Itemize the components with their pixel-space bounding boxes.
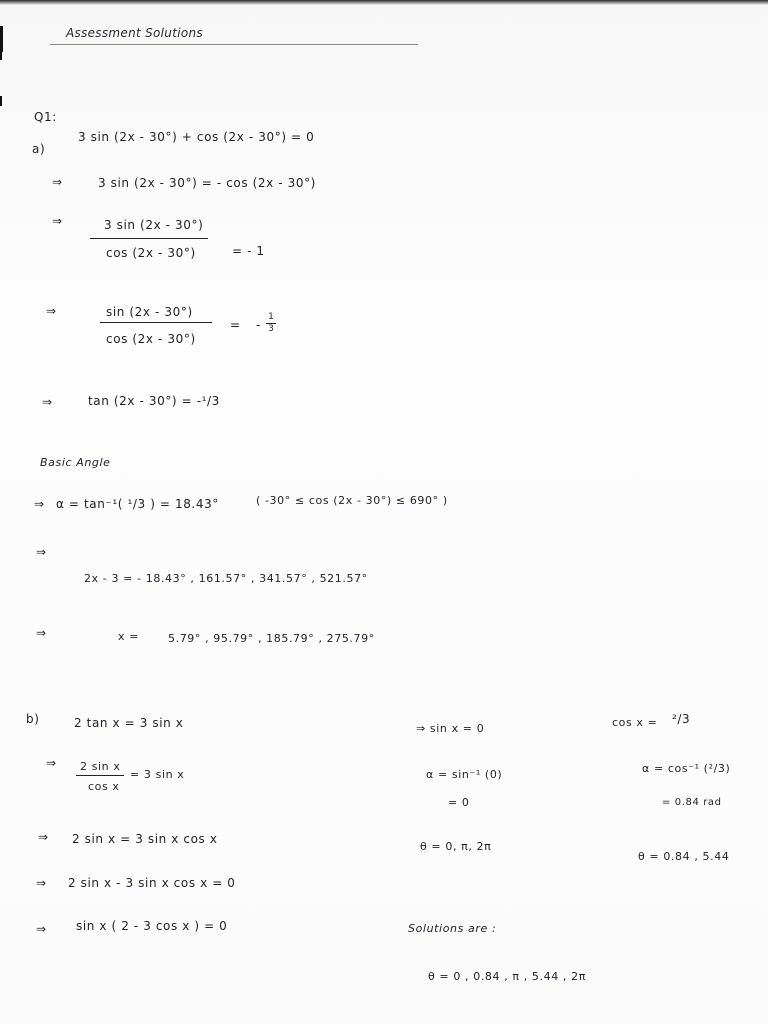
part-b-equation-5: sin x ( 2 - 3 cos x ) = 0 [76,919,228,933]
final-solutions: θ = 0 , 0.84 , π , 5.44 , 2π [428,970,586,983]
implies-arrow: ⇒ [36,876,47,890]
equation-line-1: 3 sin (2x - 30°) + cos (2x - 30°) = 0 [78,130,315,144]
basic-angle-heading: Basic Angle [40,456,111,469]
part-b-fraction-rhs: = 3 sin x [130,768,185,781]
fraction-1-bar [90,238,208,239]
part-b-fraction-numerator: 2 sin x [80,760,121,773]
case-2-alpha-value: = 0.84 rad [662,797,722,808]
fraction-2-equals: = [230,318,241,332]
implies-arrow: ⇒ [34,497,45,511]
angle-range: ( -30° ≤ cos (2x - 30°) ≤ 690° ) [256,494,448,507]
fraction-1-denominator: cos (2x - 30°) [106,246,196,260]
implies-arrow: ⇒ [38,830,49,844]
implies-arrow: ⇒ [42,395,53,409]
implies-arrow: ⇒ [46,304,57,318]
one-third-numerator: 1 [268,312,274,322]
fraction-1-numerator: 3 sin (2x - 30°) [104,218,204,232]
fraction-2-bar [100,322,212,323]
part-b-equation-1: 2 tan x = 3 sin x [74,716,184,730]
fraction-2-numerator: sin (2x - 30°) [106,305,193,319]
scan-left-mark [0,26,3,52]
page-title: Assessment Solutions [66,26,203,40]
case-2-alpha: α = cos⁻¹ (²/3) [642,762,731,775]
one-third-denominator: 3 [268,324,274,334]
part-b-fraction-denominator: cos x [88,780,120,793]
part-a-label: a) [32,142,46,156]
part-b-fraction-bar [76,775,124,776]
implies-arrow: ⇒ [36,545,47,559]
case-1-theta: θ = 0, π, 2π [420,840,492,853]
part-b-equation-4: 2 sin x - 3 sin x cos x = 0 [68,876,236,890]
solutions-2x-line: 2x - 3 = - 18.43° , 161.57° , 341.57° , 521.57° [84,572,368,585]
implies-arrow: ⇒ [36,626,47,640]
implies-arrow: ⇒ [46,756,57,770]
scan-top-edge [0,0,768,5]
question-label: Q1: [34,110,57,124]
fraction-2-denominator: cos (2x - 30°) [106,332,196,346]
tan-equation: tan (2x - 30°) = -¹/3 [88,394,220,408]
case-1-alpha-value: = 0 [448,796,470,809]
basic-angle-equation: α = tan⁻¹( ¹/3 ) = 18.43° [56,497,219,511]
scan-left-mark [0,96,2,106]
solutions-heading: Solutions are : [408,922,497,935]
implies-arrow: ⇒ [52,175,63,189]
header-underline [50,44,418,45]
case-1-alpha: α = sin⁻¹ (0) [426,768,503,781]
solutions-x-lhs: x = [118,630,140,643]
case-2-theta: θ = 0.84 , 5.44 [638,850,730,863]
case-2-equation-lhs: cos x = [612,716,658,729]
part-b-label: b) [26,712,40,726]
case-2-equation-rhs: ²/3 [672,712,691,726]
fraction-1-rhs: = - 1 [232,244,265,258]
implies-arrow: ⇒ [52,214,63,228]
solutions-x-line: 5.79° , 95.79° , 185.79° , 275.79° [168,632,375,645]
one-third-fraction [266,313,276,334]
implies-arrow: ⇒ [36,922,47,936]
fraction-2-sign: - [256,318,261,332]
case-1-equation: ⇒ sin x = 0 [416,722,485,735]
equation-line-2: 3 sin (2x - 30°) = - cos (2x - 30°) [98,176,316,190]
part-b-equation-3: 2 sin x = 3 sin x cos x [72,832,218,846]
scan-left-mark [0,50,2,60]
